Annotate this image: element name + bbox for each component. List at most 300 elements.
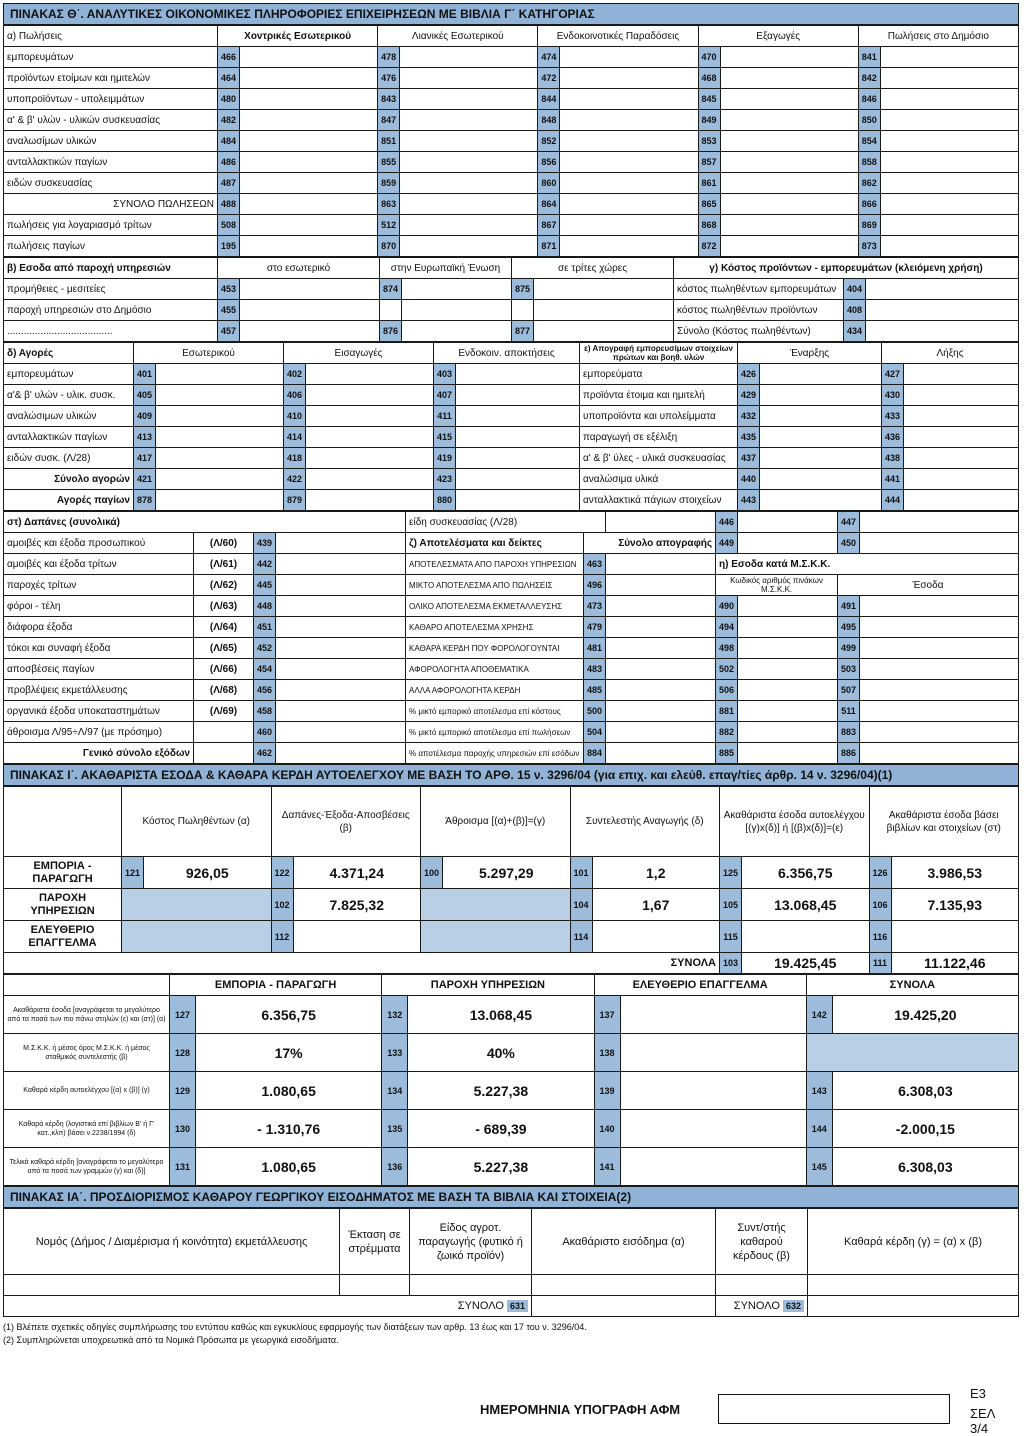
value-field[interactable] — [276, 659, 406, 680]
value-field[interactable] — [560, 47, 698, 68]
value-field[interactable] — [240, 152, 378, 173]
value-field[interactable] — [400, 173, 538, 194]
signature-block — [480, 1384, 1015, 1436]
table-ia — [3, 1208, 1019, 1317]
value-field[interactable] — [456, 385, 580, 406]
value-field[interactable] — [156, 364, 284, 385]
value-field[interactable] — [720, 152, 858, 173]
code-474: 474 — [538, 47, 560, 68]
amount[interactable]: 13.068,45 — [408, 996, 594, 1034]
code-134: 134 — [382, 1072, 408, 1110]
code-494: 494 — [716, 617, 738, 638]
amount[interactable]: 6.308,03 — [832, 1148, 1018, 1186]
table-row: Σύνολο αγορών 421 422 423 αναλώσιμα υλικά 440 441 — [4, 469, 1019, 490]
code-868: 868 — [698, 215, 720, 236]
code-844: 844 — [538, 89, 560, 110]
code-144: 144 — [806, 1110, 832, 1148]
value-field[interactable] — [456, 406, 580, 427]
value-field[interactable] — [720, 68, 858, 89]
value-field[interactable] — [402, 279, 512, 300]
value-field[interactable] — [760, 427, 882, 448]
code-866: 866 — [858, 194, 880, 215]
code-863: 863 — [378, 194, 400, 215]
value-field[interactable] — [240, 194, 378, 215]
value-field[interactable] — [156, 469, 284, 490]
amount[interactable] — [742, 921, 870, 953]
code-481: 481 — [584, 638, 606, 659]
value-field[interactable] — [276, 533, 406, 554]
value-field[interactable] — [606, 659, 716, 680]
value-field[interactable] — [456, 469, 580, 490]
code-483: 483 — [584, 659, 606, 680]
table-row: ΕΛΕΥΘΕΡΙΟ ΕΠΑΓΓΕΛΜΑ 112 114 115 116 — [4, 921, 1019, 953]
code-143: 143 — [806, 1072, 832, 1110]
value-field[interactable] — [400, 68, 538, 89]
code-414: 414 — [284, 427, 306, 448]
table-iota — [3, 786, 1019, 1186]
code-439: 439 — [254, 533, 276, 554]
value-field[interactable] — [306, 490, 434, 511]
value-field[interactable] — [880, 173, 1018, 194]
code-864: 864 — [538, 194, 560, 215]
sales-header: α) Πωλήσεις — [4, 26, 218, 47]
value-field[interactable] — [276, 638, 406, 659]
value-field[interactable] — [866, 321, 1019, 342]
code-506: 506 — [716, 680, 738, 701]
amount[interactable] — [592, 921, 720, 953]
value-field[interactable] — [760, 406, 882, 427]
code-484: 484 — [218, 131, 240, 152]
code-407: 407 — [434, 385, 456, 406]
code-408: 408 — [844, 300, 866, 321]
amount[interactable]: 5.297,29 — [443, 857, 571, 889]
value-field[interactable] — [400, 194, 538, 215]
services-table: β) Εσοδα από παροχή υπηρεσιών στο εσωτερικό στην Ευρωπαϊκή Ένωση σε τρίτες χώρες γ) Κόστος προϊόντων - εμπορευμάτων (κλειόμενη χρήση) προμήθειες - μεσιτείες 453 874 875 κόστος πωληθέντων εμπορευμάτων 404 παροχή υπηρεσιών στο Δημόσιο 455 κόστος πωληθέντων προϊόντων 408 ...................................... 457 876 877 Σύνολο (Κόστος πωληθέντων) 434 — [3, 257, 1019, 342]
amount[interactable]: 5.227,38 — [408, 1148, 594, 1186]
code-463: 463 — [584, 554, 606, 575]
value-field[interactable] — [606, 575, 716, 596]
value-field[interactable] — [760, 490, 882, 511]
value-field[interactable] — [240, 300, 380, 321]
code-476: 476 — [378, 68, 400, 89]
code-450: 450 — [838, 533, 860, 554]
value-field[interactable] — [606, 743, 716, 764]
table-row: αποσβέσεις παγίων (Λ/66) 454 ΑΦΟΡΟΛΟΓΗΤΑ ΑΠΟΘΕΜΑΤΙΚΑ 483 502 503 — [4, 659, 1019, 680]
table-theta-title: ΠΙΝΑΚΑΣ Θ΄. ΑΝΑΛΥΤΙΚΕΣ ΟΙΚΟΝΟΜΙΚΕΣ ΠΛΗΡΟΦΟΡΙΕΣ ΕΠΙΧΕΙΡΗΣΕΩΝ ΜΕ ΒΙΒΛΙΑ Γ΄ ΚΑΤΗΓΟΡΙΑΣ — [3, 3, 1019, 25]
value-field[interactable] — [400, 131, 538, 152]
code-409: 409 — [134, 406, 156, 427]
value-field[interactable] — [866, 279, 1019, 300]
value-field[interactable] — [560, 215, 698, 236]
code-445: 445 — [254, 575, 276, 596]
value-field[interactable] — [240, 47, 378, 68]
value-field[interactable] — [738, 722, 838, 743]
value-field[interactable] — [738, 617, 838, 638]
code-423: 423 — [434, 469, 456, 490]
value-field[interactable] — [156, 427, 284, 448]
value-field[interactable] — [860, 701, 1019, 722]
code-426: 426 — [738, 364, 760, 385]
amount[interactable]: 4.371,24 — [293, 857, 421, 889]
code-875: 875 — [512, 279, 534, 300]
table-row: αναλωσίμων υλικών 484 851 852 853 854 — [4, 131, 1019, 152]
code-195: 195 — [218, 236, 240, 257]
table-row: ...................................... 457 876 877 Σύνολο (Κόστος πωληθέντων) 434 — [4, 321, 1019, 342]
table-row: παροχές τρίτων (Λ/62) 445 ΜΙΚΤΟ ΑΠΟΤΕΛΕΣΜΑ ΑΠΟ ΠΩΛΗΣΕΙΣ 496 Κωδικός αριθμός πινάκων Μ.Σ.Κ.Κ. Έσοδα — [4, 575, 1019, 596]
value-field[interactable] — [276, 743, 406, 764]
value-field[interactable] — [400, 89, 538, 110]
code-129: 129 — [170, 1072, 196, 1110]
value-field[interactable] — [738, 596, 838, 617]
amount[interactable]: 40% — [408, 1034, 594, 1072]
code-846: 846 — [858, 89, 880, 110]
table-row: Καθαρά κέρδη αυτοελέγχου [(α) x (β)] (γ) 129 1.080,65 134 5.227,38 139 143 6.308,03 — [4, 1072, 1019, 1110]
table-row: πωλήσεις παγίων 195 870 871 872 873 — [4, 236, 1019, 257]
code-137: 137 — [594, 996, 620, 1034]
code-456: 456 — [254, 680, 276, 701]
amount[interactable]: 1,2 — [592, 857, 720, 889]
iota-summary-table: ΕΜΠΟΡΙΑ - ΠΑΡΑΓΩΓΗ ΠΑΡΟΧΗ ΥΠΗΡΕΣΙΩΝ ΕΛΕΥΘΕΡΙΟ ΕΠΑΓΓΕΛΜΑ ΣΥΝΟΛΑ Ακαθάριστα έσοδα [αναγράφεται το μεγαλύτερο από τα ποσά των πιο πάνω στηλών (ε) και (στ)] (α) 127 6.356,75 132 13.068,45 137 142 19.425,20 Μ.Σ.Κ.Κ. ή μέσος όρος Μ.Σ.Κ.Κ. ή μέσος σταθμικός συντελεστής (β) 128 17% 133 40% 138 Καθαρά κέρδη αυτοελέγχου [(α) x (β)] (γ) 129 1.080,65 134 5.227,38 139 143 6.308,03 Καθαρά κέρδη (λογιστικά επί βιβλίων Β' ή Γ' κατ.,κλπ) βάσει ν.2238/1994 (δ) 130 - 1.310,76 135 - 689,39 140 144 -2.000,15 Τελικά καθαρά κέρδη [αναγράφεται το μεγαλύτερο από τα ποσά των γραμμών (γ) και (δ)] 131 1.080,65 136 5.227,38 141 145 6.308,03 — [3, 974, 1019, 1186]
code-457: 457 — [218, 321, 240, 342]
value-field[interactable] — [156, 385, 284, 406]
amount[interactable]: 7.825,32 — [293, 889, 421, 921]
value-field[interactable] — [860, 680, 1019, 701]
value-field[interactable] — [306, 385, 434, 406]
value-field[interactable] — [904, 406, 1019, 427]
value-field[interactable] — [738, 743, 838, 764]
value-field[interactable] — [904, 469, 1019, 490]
value-field[interactable] — [560, 110, 698, 131]
code-453: 453 — [218, 279, 240, 300]
value-field[interactable] — [276, 554, 406, 575]
value-field[interactable] — [240, 215, 378, 236]
code-114: 114 — [570, 921, 592, 953]
code-448: 448 — [254, 596, 276, 617]
value-field[interactable] — [534, 321, 674, 342]
value-field[interactable] — [606, 701, 716, 722]
code-511: 511 — [838, 701, 860, 722]
table-row: Τελικά καθαρά κέρδη [αναγράφεται το μεγαλύτερο από τα ποσά των γραμμών (γ) και (δ)] 131 1.080,65 136 5.227,38 141 145 6.308,03 — [4, 1148, 1019, 1186]
value-field[interactable] — [866, 300, 1019, 321]
value-field[interactable] — [860, 596, 1019, 617]
value-field[interactable] — [400, 110, 538, 131]
value-field[interactable] — [560, 236, 698, 257]
table-row: υποπροϊόντων - υπολειμμάτων 480 843 844 845 846 — [4, 89, 1019, 110]
value-field[interactable] — [400, 152, 538, 173]
table-row: Μ.Σ.Κ.Κ. ή μέσος όρος Μ.Σ.Κ.Κ. ή μέσος σταθμικός συντελεστής (β) 128 17% 133 40% 138 — [4, 1034, 1019, 1072]
value-field[interactable] — [738, 638, 838, 659]
amount[interactable]: 19.425,20 — [832, 996, 1018, 1034]
code-874: 874 — [380, 279, 402, 300]
amount[interactable]: 6.356,75 — [196, 996, 382, 1034]
value-field[interactable] — [904, 385, 1019, 406]
value-field[interactable] — [400, 236, 538, 257]
value-field[interactable] — [534, 279, 674, 300]
value-field[interactable] — [560, 152, 698, 173]
value-field[interactable] — [456, 490, 580, 511]
value-field[interactable] — [276, 596, 406, 617]
amount[interactable]: 1,67 — [592, 889, 720, 921]
code-441: 441 — [882, 469, 904, 490]
table-row: ειδών συσκευασίας 487 859 860 861 862 — [4, 173, 1019, 194]
amount[interactable] — [620, 1072, 806, 1110]
code-885: 885 — [716, 743, 738, 764]
value-field[interactable] — [720, 89, 858, 110]
value-field[interactable] — [276, 617, 406, 638]
value-field[interactable] — [860, 722, 1019, 743]
value-field[interactable] — [860, 617, 1019, 638]
amount[interactable] — [620, 996, 806, 1034]
value-field[interactable] — [720, 173, 858, 194]
value-field[interactable] — [720, 47, 858, 68]
value-field[interactable] — [240, 279, 380, 300]
value-field[interactable] — [760, 364, 882, 385]
value-field[interactable] — [560, 131, 698, 152]
code-438: 438 — [882, 448, 904, 469]
code-132: 132 — [382, 996, 408, 1034]
code-435: 435 — [738, 427, 760, 448]
table-row: οργανικά έξοδα υποκαταστημάτων (Λ/69) 458 % μικτό εμπορικό αποτέλεσμα επί κόστους 500 881 511 — [4, 701, 1019, 722]
amount[interactable]: - 1.310,76 — [196, 1110, 382, 1148]
value-field[interactable] — [240, 321, 380, 342]
code-455: 455 — [218, 300, 240, 321]
code-873: 873 — [858, 236, 880, 257]
value-field[interactable] — [880, 68, 1018, 89]
code-842: 842 — [858, 68, 880, 89]
value-field[interactable] — [240, 89, 378, 110]
code-404: 404 — [844, 279, 866, 300]
value-field[interactable] — [240, 110, 378, 131]
value-field[interactable] — [240, 68, 378, 89]
code-858: 858 — [858, 152, 880, 173]
table-row: εμπορευμάτων 466 478 474 470 841 — [4, 47, 1019, 68]
value-field[interactable] — [276, 701, 406, 722]
code-430: 430 — [882, 385, 904, 406]
note-1: (1) Βλέπετε σχετικές οδηγίες συμπλήρωσης του εντύπου καθώς και εγκυκλίους εφαρμογής των διατάξεων των αρθρ. 13 έως και 17 του ν. 3296/04. — [3, 1322, 587, 1332]
table-row: πωλήσεις για λογαριασμό τρίτων 508 512 867 868 869 — [4, 215, 1019, 236]
value-field[interactable] — [880, 152, 1018, 173]
value-field[interactable] — [276, 680, 406, 701]
purchases-table: δ) Αγορές Εσωτερικού Εισαγωγές Ενδοκοιν. αποκτήσεις ε) Απογραφή εμπορευσίμων στοιχείων πρώτων και βοηθ. υλών Έναρξης Λήξης εμπορευμάτων 401 402 403 εμπορεύματα 426 427 α'& β' υλών - υλικ. συσκ. 405 406 407 προϊόντα έτοιμα και ημιτελή 429 430 αναλώσιμων υλικών 409 410 411 υποπροϊόντα και υπολείμματα 432 433 ανταλλακτικών παγίων 413 414 415 παραγωγή σε εξέλιξη 435 436 ειδών συσκ. (Λ/28) 417 418 419 α' & β' ύλες - υλικά συσκευασίας 437 438 Σύνολο αγορών 421 422 423 αναλώσιμα υλικά 440 441 Αγορές παγίων 878 879 880 ανταλλακτικά πάγιων στοιχείων 443 444 — [3, 342, 1019, 511]
value-field[interactable] — [880, 131, 1018, 152]
amount[interactable]: - 689,39 — [408, 1110, 594, 1148]
value-field[interactable] — [904, 427, 1019, 448]
table-row: προμήθειες - μεσιτείες 453 874 875 κόστος πωληθέντων εμπορευμάτων 404 — [4, 279, 1019, 300]
value-field[interactable] — [720, 194, 858, 215]
code-852: 852 — [538, 131, 560, 152]
value-field[interactable] — [306, 364, 434, 385]
value-field[interactable] — [738, 701, 838, 722]
code-488: 488 — [218, 194, 240, 215]
code-499: 499 — [838, 638, 860, 659]
value-field[interactable] — [606, 638, 716, 659]
code-857: 857 — [698, 152, 720, 173]
value-field[interactable] — [156, 490, 284, 511]
value-field[interactable] — [306, 448, 434, 469]
value-field[interactable] — [880, 236, 1018, 257]
value-field[interactable] — [156, 448, 284, 469]
table-row: αναλώσιμων υλικών 409 410 411 υποπροϊόντα και υπολείμματα 432 433 — [4, 406, 1019, 427]
amount[interactable] — [891, 921, 1019, 953]
amount[interactable]: 1.080,65 — [196, 1072, 382, 1110]
value-field[interactable] — [560, 173, 698, 194]
value-field[interactable] — [904, 490, 1019, 511]
value-field[interactable] — [760, 469, 882, 490]
amount[interactable]: -2.000,15 — [832, 1110, 1018, 1148]
amount[interactable] — [293, 921, 421, 953]
value-field[interactable] — [306, 469, 434, 490]
code-443: 443 — [738, 490, 760, 511]
value-field[interactable] — [276, 575, 406, 596]
value-field[interactable] — [606, 680, 716, 701]
code-841: 841 — [858, 47, 880, 68]
code-111: 111 — [869, 953, 891, 974]
value-field[interactable] — [306, 427, 434, 448]
value-field[interactable] — [860, 638, 1019, 659]
table-row: ΠΑΡΟΧΗ ΥΠΗΡΕΣΙΩΝ 102 7.825,32 104 1,67 105 13.068,45 106 7.135,93 — [4, 889, 1019, 921]
value-field[interactable] — [606, 596, 716, 617]
value-field[interactable] — [560, 68, 698, 89]
table-row: φόροι - τέλη (Λ/63) 448 ΟΛΙΚΟ ΑΠΟΤΕΛΕΣΜΑ ΕΚΜΕΤΑΛΛΕΥΣΗΣ 473 490 491 — [4, 596, 1019, 617]
table-row: άθροισμα Λ/95÷Λ/97 (με πρόσημο) 460 % μικτό εμπορικό αποτέλεσμα επί πωλήσεων 504 882 883 — [4, 722, 1019, 743]
code-422: 422 — [284, 469, 306, 490]
value-field[interactable] — [860, 743, 1019, 764]
code-854: 854 — [858, 131, 880, 152]
table-iota-title: ΠΙΝΑΚΑΣ Ι΄. ΑΚΑΘΑΡΙΣΤΑ ΕΣΟΔΑ & ΚΑΘΑΡΑ ΚΕΡΔΗ ΑΥΤΟΕΛΕΓΧΟΥ ΜΕ ΒΑΣΗ ΤΟ ΑΡΘ. 15 ν. 3296/04 (για επιχ. και ελεύθ. επαγ/τίες άρθρ. 14 ν. 3296/04)(1) — [3, 764, 1019, 786]
value-field[interactable] — [456, 448, 580, 469]
code-101: 101 — [570, 857, 592, 889]
value-field[interactable] — [456, 427, 580, 448]
code-472: 472 — [538, 68, 560, 89]
amount[interactable]: 17% — [196, 1034, 382, 1072]
value-field[interactable] — [738, 680, 838, 701]
value-field[interactable] — [402, 321, 512, 342]
value-field[interactable] — [720, 131, 858, 152]
code-879: 879 — [284, 490, 306, 511]
value-field[interactable] — [560, 194, 698, 215]
code-850: 850 — [858, 110, 880, 131]
value-field[interactable] — [860, 659, 1019, 680]
code-401: 401 — [134, 364, 156, 385]
value-field[interactable] — [402, 300, 512, 321]
code-486: 486 — [218, 152, 240, 173]
code-865: 865 — [698, 194, 720, 215]
table-row: Αγορές παγίων 878 879 880 ανταλλακτικά πάγιων στοιχείων 443 444 — [4, 490, 1019, 511]
code-869: 869 — [858, 215, 880, 236]
iota-table: Κόστος Πωληθέντων (α) Δαπάνες-Έξοδα-Αποσβέσεις (β) Άθροισμα [(α)+(β)]=(γ) Συντελεστής Αναγωγής (δ) Ακαθάριστα έσοδα αυτοελέγχου [(γ)x(δ)] ή [(β)x(δ)]=(ε) Ακαθάριστα έσοδα βάσει βιβλίων και στοιχείων (στ) ΕΜΠΟΡΙΑ - ΠΑΡΑΓΩΓΗ 121 926,05 122 4.371,24 100 5.297,29 101 1,2 125 6.356,75 126 3.986,53 ΠΑΡΟΧΗ ΥΠΗΡΕΣΙΩΝ 102 7.825,32 104 1,67 105 13.068,45 106 7.135,93 ΕΛΕΥΘΕΡΙΟ ΕΠΑΓΓΕΛΜΑ 112 114 115 116 ΣΥΝΟΛΑ 103 19.425,45 111 11.122,46 — [3, 786, 1019, 974]
code-133: 133 — [382, 1034, 408, 1072]
code-427: 427 — [882, 364, 904, 385]
value-field[interactable] — [880, 89, 1018, 110]
code-871: 871 — [538, 236, 560, 257]
amount[interactable]: 6.308,03 — [832, 1072, 1018, 1110]
table-row: προβλέψεις εκμετάλλευσης (Λ/68) 456 ΑΛΛΑ ΑΦΟΡΟΛΟΓΗΤΑ ΚΕΡΔΗ 485 506 507 — [4, 680, 1019, 701]
amount[interactable]: 1.080,65 — [196, 1148, 382, 1186]
value-field[interactable] — [306, 406, 434, 427]
value-field[interactable] — [560, 89, 698, 110]
code-442: 442 — [254, 554, 276, 575]
code-121: 121 — [122, 857, 144, 889]
code-130: 130 — [170, 1110, 196, 1148]
code-491: 491 — [838, 596, 860, 617]
code-479: 479 — [584, 617, 606, 638]
value-field[interactable] — [240, 131, 378, 152]
code-872: 872 — [698, 236, 720, 257]
code-860: 860 — [538, 173, 560, 194]
amount[interactable] — [620, 1034, 806, 1072]
code-131: 131 — [170, 1148, 196, 1186]
value-field[interactable] — [400, 47, 538, 68]
value-field[interactable] — [400, 215, 538, 236]
value-field[interactable] — [760, 385, 882, 406]
amount[interactable]: 7.135,93 — [891, 889, 1019, 921]
code-103: 103 — [720, 953, 742, 974]
amount[interactable]: 3.986,53 — [891, 857, 1019, 889]
amount[interactable]: 6.356,75 — [742, 857, 870, 889]
code-141: 141 — [594, 1148, 620, 1186]
form-page — [3, 3, 1019, 1347]
code-848: 848 — [538, 110, 560, 131]
note-2: (2) Συμπληρώνεται υποχρεωτικά από τα Νομικά Πρόσωπα με γεωργικά εισοδήματα. — [3, 1335, 339, 1345]
value-field[interactable] — [456, 364, 580, 385]
value-field[interactable] — [738, 659, 838, 680]
value-field[interactable] — [880, 110, 1018, 131]
value-field[interactable] — [760, 448, 882, 469]
value-field[interactable] — [720, 236, 858, 257]
amount[interactable]: 5.227,38 — [408, 1072, 594, 1110]
value-field[interactable] — [880, 47, 1018, 68]
amount[interactable] — [620, 1148, 806, 1186]
code-458: 458 — [254, 701, 276, 722]
code-464: 464 — [218, 68, 240, 89]
value-field[interactable] — [904, 364, 1019, 385]
value-field[interactable] — [606, 617, 716, 638]
code-859: 859 — [378, 173, 400, 194]
value-field[interactable] — [904, 448, 1019, 469]
code-460: 460 — [254, 722, 276, 743]
table-row: α'& β' υλών - υλικ. συσκ. 405 406 407 προϊόντα έτοιμα και ημιτελή 429 430 — [4, 385, 1019, 406]
code-470: 470 — [698, 47, 720, 68]
code-498: 498 — [716, 638, 738, 659]
value-field[interactable] — [606, 722, 716, 743]
value-field[interactable] — [156, 406, 284, 427]
code-432: 432 — [738, 406, 760, 427]
code-116: 116 — [869, 921, 891, 953]
value-field[interactable] — [276, 722, 406, 743]
code-490: 490 — [716, 596, 738, 617]
value-field[interactable] — [606, 554, 716, 575]
code-417: 417 — [134, 448, 156, 469]
value-field[interactable] — [880, 194, 1018, 215]
code-112: 112 — [271, 921, 293, 953]
code-504: 504 — [584, 722, 606, 743]
amount[interactable]: 926,05 — [144, 857, 272, 889]
value-field[interactable] — [880, 215, 1018, 236]
table-row: ανταλλακτικών παγίων 486 855 856 857 858 — [4, 152, 1019, 173]
value-field[interactable] — [240, 173, 378, 194]
code-508: 508 — [218, 215, 240, 236]
code-468: 468 — [698, 68, 720, 89]
amount[interactable] — [620, 1110, 806, 1148]
code-503: 503 — [838, 659, 860, 680]
page-number: ΣΕΛ 3/4 — [970, 1406, 995, 1436]
signature-field[interactable] — [718, 1394, 950, 1424]
amount[interactable]: 13.068,45 — [742, 889, 870, 921]
value-field[interactable] — [720, 110, 858, 131]
value-field[interactable] — [534, 300, 674, 321]
value-field[interactable] — [240, 236, 378, 257]
value-field[interactable] — [720, 215, 858, 236]
